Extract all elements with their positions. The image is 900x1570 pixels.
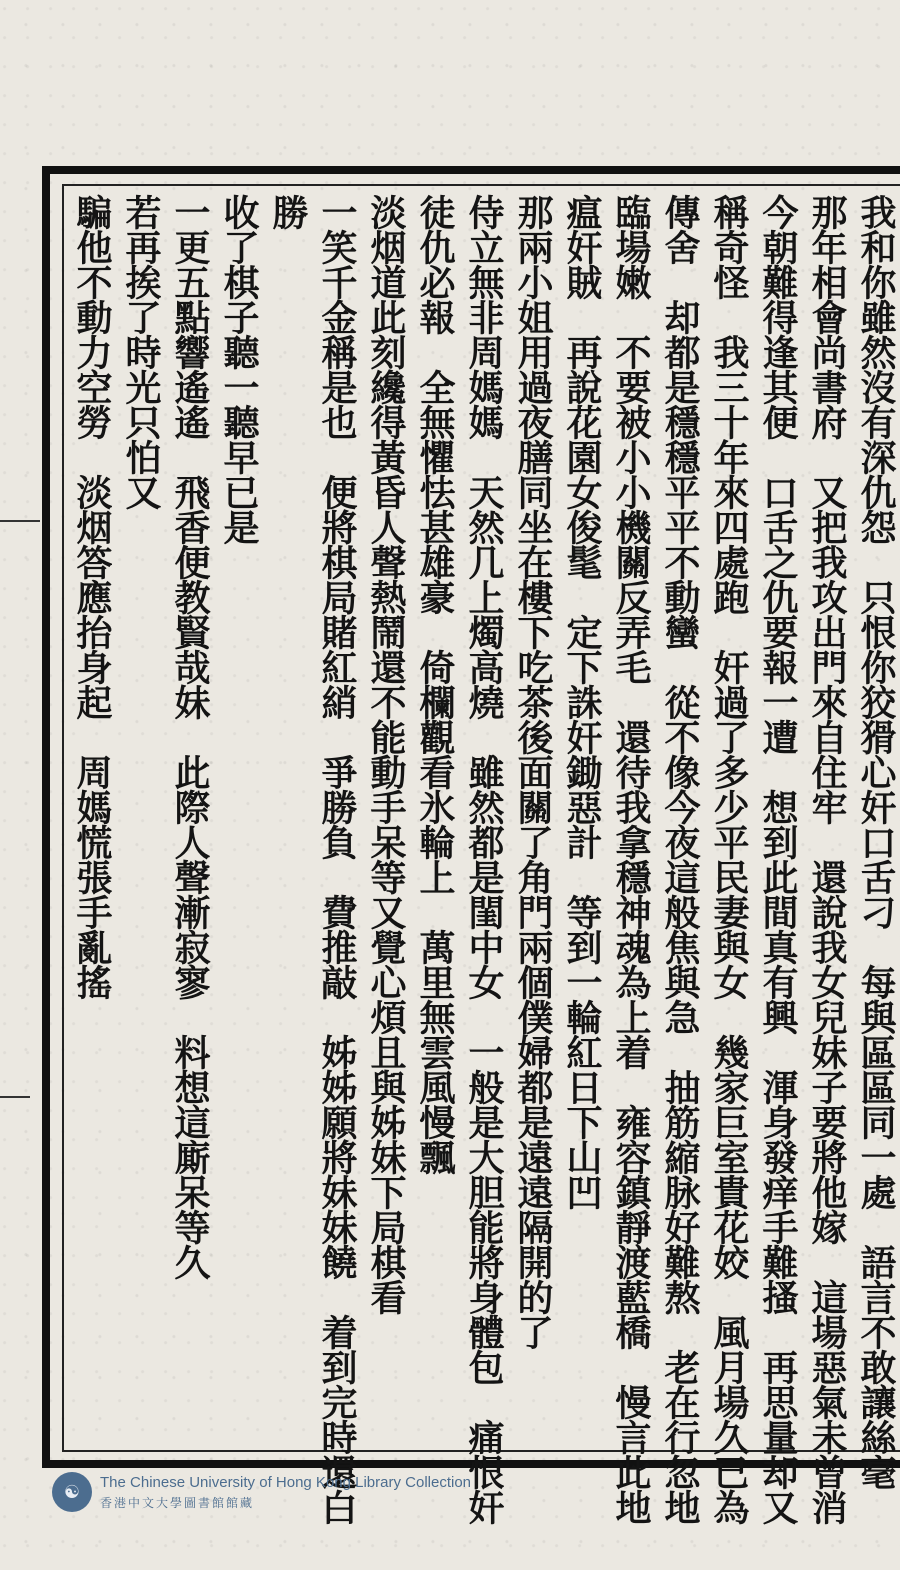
text-column: 一笑千金稱是也 便將棋局賭紅綃 爭勝負 費推敲 姊姊願將妹妹饒 着到完時還白 xyxy=(316,194,358,1524)
text-column: 侍立無非周媽媽 天然几上燭高燒 雖然都是閨中女 一般是大胆能將身體包 痛恨奸 xyxy=(463,194,505,1524)
text-column: 若再挨了時光只怕又 xyxy=(120,194,162,509)
watermark-chinese: 香港中文大學圖書館館藏 xyxy=(100,1496,255,1510)
text-column: 我和你雖然沒有深仇怨 只恨你狡猾心奸口舌刁 每與區區同一處 語言不敢讓絲毫 xyxy=(855,194,897,1489)
edge-mark xyxy=(0,520,40,522)
library-watermark xyxy=(52,1472,612,1516)
text-column: 淡烟道此刻纔得黃昏人聲熱鬧還不能動手呆等又覺心煩且與姊妹下局棋看 xyxy=(365,194,407,1314)
text-column: 徒仇必報 全無懼怯甚雄豪 倚欄觀看氷輪上 萬里無雲風慢飄 xyxy=(414,194,456,1174)
text-column: 那年相會尚書府 又把我攻出門來自住牢 還說我女兒妹子要將他嫁 這場惡氣未曾消 xyxy=(806,194,848,1524)
text-column: 今朝難得逢其便 口舌之仇要報一遭 想到此間真有興 渾身發痒手難搔 再思量却又 xyxy=(757,194,799,1524)
library-seal-icon: ☯ xyxy=(52,1472,92,1512)
text-column: 傳舍 却都是穩穩平平不動蠻 從不像今夜這般焦與急 抽筋縮脉好難熬 老在行忽地 xyxy=(659,194,701,1524)
text-column: 那兩小姐用過夜膳同坐在樓下吃茶後面關了角門兩個僕婦都是遠遠隔開的了 xyxy=(512,194,554,1349)
text-column: 勝 xyxy=(267,194,309,229)
text-column: 收了棋子聽一聽早已是 xyxy=(218,194,260,544)
text-column: 稱奇怪 我三十年來四處跑 奸過了多少平民妻與女 幾家巨室貴花姣 風月場久已為 xyxy=(708,194,750,1524)
text-column: 臨場嫩 不要被小小機關反弄毛 還待我拿穩神魂為上着 雍容鎮靜渡藍橋 慢言此地 xyxy=(610,194,652,1524)
edge-mark xyxy=(0,1096,30,1098)
text-column: 瘟奸賊 再說花園女俊髦 定下誅奸鋤惡計 等到一輪紅日下山凹 xyxy=(561,194,603,1209)
text-column: 一更五點響遙遙 飛香便教賢哉妹 此際人聲漸寂寥 料想這廝呆等久 xyxy=(169,194,211,1279)
watermark-english: The Chinese University of Hong Kong Library Collection xyxy=(100,1474,472,1491)
text-column: 騙他不動力空勞 淡烟答應抬身起 周媽慌張手亂搖 xyxy=(71,194,113,999)
